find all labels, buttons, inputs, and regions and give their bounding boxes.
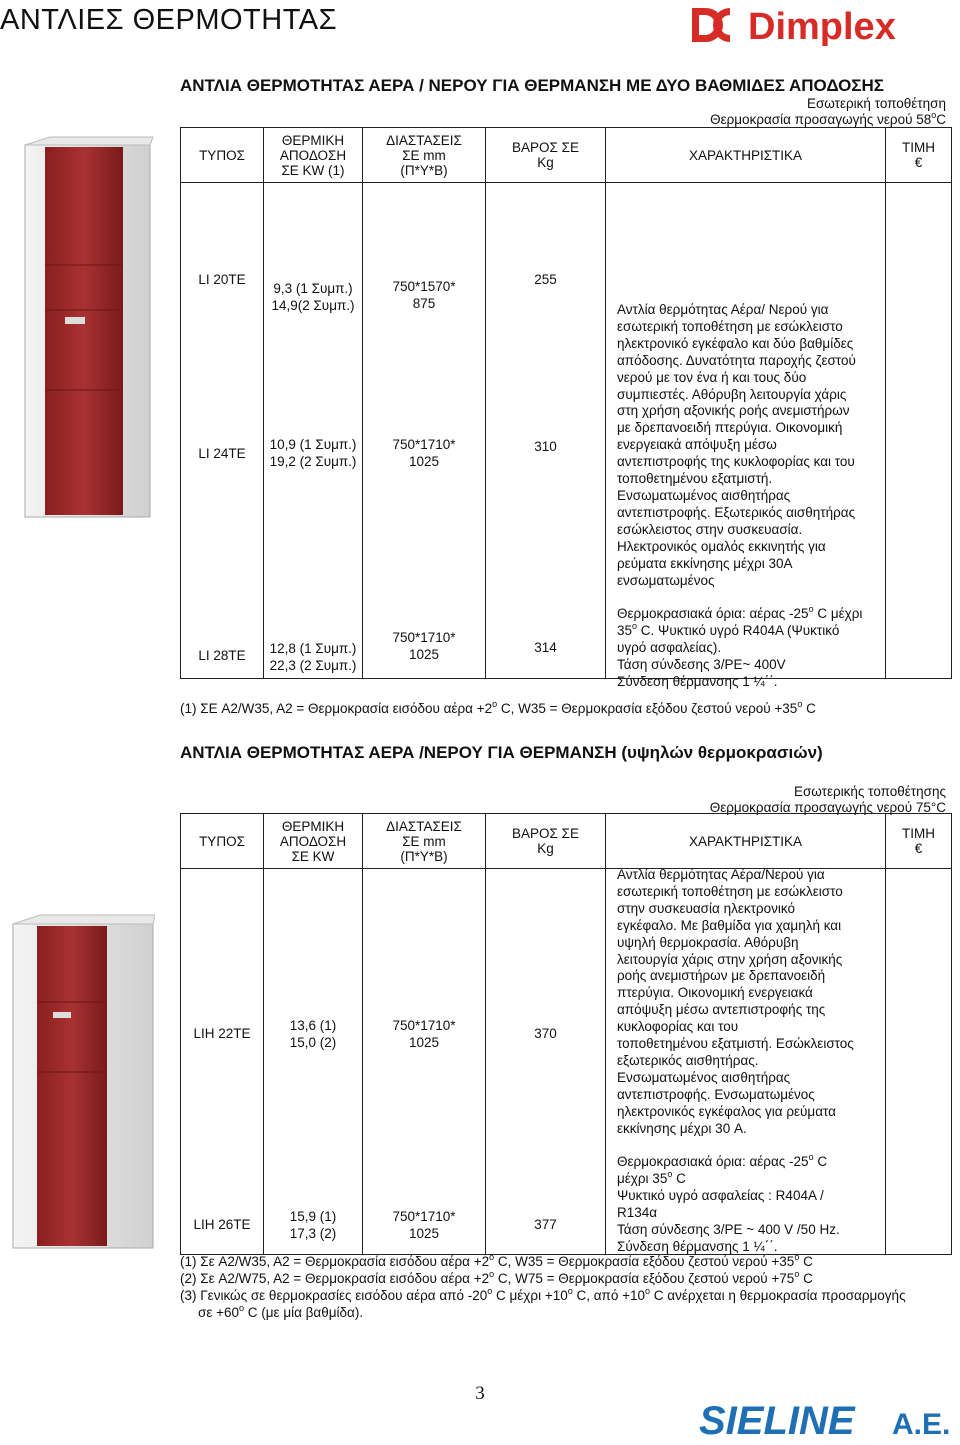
description-line: νερού με τον ένα ή και τους δύο [617, 369, 807, 385]
header-dims: ΔΙΑΣΤΑΣΕΙΣ ΣΕ mm (Π*Υ*Β) [363, 814, 486, 869]
section1-body-row [181, 183, 952, 679]
header-weight: ΒΑΡΟΣ ΣΕ Kg [486, 128, 606, 183]
description-line: Ηλεκτρονικός ομαλός εκκινητής για [617, 538, 826, 554]
row-dims: 750*1710* 1025 [392, 1209, 456, 1241]
description-line: ηλεκτρονικός εγκέφαλος για ρεύματα [617, 1103, 836, 1119]
description-line: Σύνδεση θέρμανσης 1 ¼΄΄. [617, 673, 778, 689]
description-line: λειτουργία χάρις στην χρήση αξονικής [617, 951, 843, 967]
section1-title: ΑΝΤΛΙΑ ΘΕΡΜΟΤΗΤΑΣ ΑΕΡΑ / ΝΕΡΟΥ ΓΙΑ ΘΕΡΜΑΝΣΗ ΜΕ ΔΥΟ ΒΑΘΜΙΔΕΣ ΑΠΟΔΟΣΗΣ [180, 76, 884, 95]
row-dims: 750*1570* 875 [392, 279, 456, 311]
section2-footnotes [180, 1253, 906, 1321]
dimplex-logo [690, 2, 910, 46]
description-line: εγκέφαλο. Με βαθμίδα για χαμηλή και [617, 917, 842, 933]
description-line: συμπιεστές. Αθόρυβη λειτουργία χάρις [617, 386, 847, 402]
header-type: ΤΥΠΟΣ [181, 128, 264, 183]
header-price: ΤΙΜΗ € [886, 814, 952, 869]
row-dims: 750*1710* 1025 [392, 1018, 456, 1050]
row-weight: 314 [534, 640, 557, 655]
description-line: απόδοσης. Δυνατότητα παροχής ζεστού [617, 352, 856, 368]
description-line: ρεύματα εκκίνησης μέχρι 30A [617, 555, 793, 571]
section1-description [617, 302, 881, 691]
description-line: μέχρι 35$^o$ C [617, 1169, 686, 1187]
description-line: Τάση σύνδεσης 3/PE ~ 400 V /50 Hz. [617, 1222, 840, 1238]
section1-footnote: (1) ΣΕ A2/W35, A2 = Θερμοκρασία εισόδου $\alpha έ\rho\alpha +2^o$ C, W35 = Θερμοκρασία εξόδου ζεστού $\nu\varepsilon\rho oύ +35^o$ C [180, 699, 816, 716]
description-line: αντεπιστροφής. Ενσωματωμένος [617, 1086, 815, 1102]
header-price: ΤΙΜΗ € [886, 128, 952, 183]
header-features: ΧΑΡΑΚΤΗΡΙΣΤΙΚΑ [606, 128, 886, 183]
description-line: εσώκλειστος στην συσκευασία. [617, 521, 803, 537]
row-weight: 370 [534, 1026, 557, 1041]
description-line: υγρό ασφαλείας). [617, 640, 722, 656]
description-line: αντεπιστροφής. Εξωτερικός αισθητήρας [617, 504, 856, 520]
page-number: 3 [475, 1383, 485, 1404]
row-dims: 750*1710* 1025 [392, 630, 456, 662]
description-line: Ενσωματωμένος αισθητήρας [617, 1069, 791, 1085]
description-line: Ενσωματωμένος αισθητήρας [617, 487, 791, 503]
description-line [617, 589, 881, 606]
header-features: ΧΑΡΑΚΤΗΡΙΣΤΙΚΑ [606, 814, 886, 869]
description-line: στη χρήση αξονικής ροής ανεμιστήρων [617, 403, 850, 419]
row-power: 13,6 (1) 15,0 (2) [289, 1018, 337, 1050]
footnote-line: (1) Σε A2/W35, A2 = Θερμοκρασία εισόδου $\alpha έ\rho\alpha +2^o$ C, W35 = Θερμοκρασία εξόδου ζεστού $\nu\varepsilon\rho oύ +35^o$ C [180, 1252, 813, 1269]
dimplex-logo-text: Dimplex [748, 6, 896, 46]
row-weight: 377 [534, 1217, 557, 1232]
description-line: Αντλία θερμότητας Αέρα/ Νερού για [617, 302, 829, 317]
description-line: στην συσκευασία ηλεκτρονικό [617, 900, 795, 916]
description-line: ροής ανεμιστήρων με δρεπανοειδή [617, 968, 826, 984]
section1-temp-note: Θερμοκρασία προσαγωγής νερού 58$^o$C [710, 110, 946, 127]
sieline-logo-suffix: A.E. [892, 1408, 951, 1440]
description-line: ενεργειακά απόψυξη μέσω [617, 437, 777, 453]
section2-temp-note: Θερμοκρασία προσαγωγής νερού 75°C [709, 800, 946, 815]
row-type: LIH 22TE [193, 1026, 251, 1041]
section2-body-row [181, 869, 952, 1255]
description-line: Ψυκτικό υγρό ασφαλείας : R404A / [617, 1188, 824, 1204]
row-weight: 310 [534, 439, 557, 454]
section1-table [180, 127, 952, 689]
description-line: Αντλία θερμότητας Αέρα/Νερού για [617, 867, 825, 882]
description-line: Τάση σύνδεσης 3/PE~ 400V [617, 657, 786, 673]
description-line: εσωτερική τοποθέτηση με εσώκλειστο [617, 883, 843, 899]
description-line: πτερύγια. Οικονομική ενεργειακά [617, 985, 813, 1001]
header-type: ΤΥΠΟΣ [181, 814, 264, 869]
row-type: LI 20TE [198, 272, 246, 287]
row-power: 9,3 (1 Συμπ.) 14,9(2 Συμπ.) [271, 281, 355, 313]
row-weight: 255 [534, 272, 557, 287]
description-line: εσωτερική τοποθέτηση με εσώκλειστο [617, 318, 843, 334]
section1-header-row [181, 128, 952, 183]
footnote-line: $\sigma\varepsilon +60^o$ C (με μία βαθμίδα). [198, 1303, 364, 1320]
description-line [617, 1138, 881, 1155]
heat-pump-image [5, 135, 155, 523]
row-power: 10,9 (1 Συμπ.) 19,2 (2 Συμπ.) [269, 437, 357, 469]
section2-install-note: Εσωτερικής τοποθέτησης [793, 784, 946, 799]
description-line: τοποθετημένου εξατμιστή. Εσώκλειστος [617, 1036, 854, 1052]
footnote-line: (2) Σε A2/W75, A2 = Θερμοκρασία εισόδου $\alpha έ\rho\alpha +2^o$ C, W75 = Θερμοκρασία εξόδου ζεστού $\nu\varepsilon\rho oύ +75^o$ C [180, 1269, 813, 1286]
heat-pump-image [5, 912, 155, 1252]
row-power: 12,8 (1 Συμπ.) 22,3 (2 Συμπ.) [269, 641, 357, 673]
description-line: 35$^o$ C. Ψυκτικό υγρό R404A (Ψυκτικό [617, 621, 840, 639]
description-line: R134α [617, 1205, 658, 1221]
section2-title: ΑΝΤΛΙΑ ΘΕΡΜΟΤΗΤΑΣ ΑΕΡΑ /ΝΕΡΟΥ ΓΙΑ ΘΕΡΜΑΝΣΗ (υψηλών θερμοκρασιών) [180, 743, 823, 762]
description-line: ηλεκτρονικό εγκέφαλο και δύο βαθμίδες [617, 335, 854, 351]
section2-description [617, 867, 881, 1256]
header-power: ΘΕΡΜΙΚΗ ΑΠΟΔΟΣΗ ΣΕ KW [264, 814, 363, 869]
description-line: Σύνδεση θέρμανσης 1 ¼΄΄. [617, 1238, 778, 1254]
sieline-logo-text: SIELINE [699, 1399, 855, 1440]
section1-install-note: Εσωτερική τοποθέτηση [806, 96, 946, 111]
header-power: ΘΕΡΜΙΚΗ ΑΠΟΔΟΣΗ ΣΕ KW (1) [264, 128, 363, 183]
description-line: απόψυξη μέσω αντεπιστροφής της [617, 1002, 826, 1018]
description-line: κυκλοφορίας και του [617, 1019, 739, 1035]
row-type: LI 24TE [198, 446, 246, 461]
row-power: 15,9 (1) 17,3 (2) [289, 1209, 337, 1241]
description-line: με δρεπανοειδή πτερύγια. Οικονομική [617, 420, 843, 436]
row-dims: 750*1710* 1025 [392, 437, 456, 469]
row-type: LIH 26TE [193, 1217, 251, 1232]
section2-table [180, 813, 952, 1255]
header-dims: ΔΙΑΣΤΑΣΕΙΣ ΣΕ mm (Π*Υ*Β) [363, 128, 486, 183]
page-title: ΑΝΤΛΙΕΣ ΘΕΡΜΟΤΗΤΑΣ [0, 4, 338, 36]
header-weight: ΒΑΡΟΣ ΣΕ Kg [486, 814, 606, 869]
description-line: ενσωματωμένος [617, 572, 715, 588]
sieline-logo [697, 1398, 959, 1440]
description-line: αντεπιστροφής της κυκλοφορίας και του [617, 454, 855, 470]
description-line: Θερμοκρασιακά όρια: αέρας -25$^o$ C μέχρι [617, 604, 863, 622]
description-line: τοποθετημένου εξατμιστή. [617, 471, 773, 487]
section2-header-row [181, 814, 952, 869]
description-line: εξωτερικός αισθητήρας. [617, 1052, 759, 1068]
description-line: εκκίνησης μέχρι 30 A. [617, 1120, 747, 1136]
description-line: υψηλή θερμοκρασία. Αθόρυβη [617, 934, 799, 950]
footnote-line: (3) Γενικώς σε θερμοκρασίες εισόδου αέρα από -20$^o$ C $\mu έ\chi\rho\iota +10^o$ C, $\alpha\pi ό +10^o$ C ανέρχεται η θερμοκρασία προσαρμογής [180, 1286, 906, 1303]
row-type: LI 28TE [198, 648, 246, 663]
description-line: Θερμοκρασιακά όρια: αέρας -25$^o$ C [617, 1152, 828, 1170]
